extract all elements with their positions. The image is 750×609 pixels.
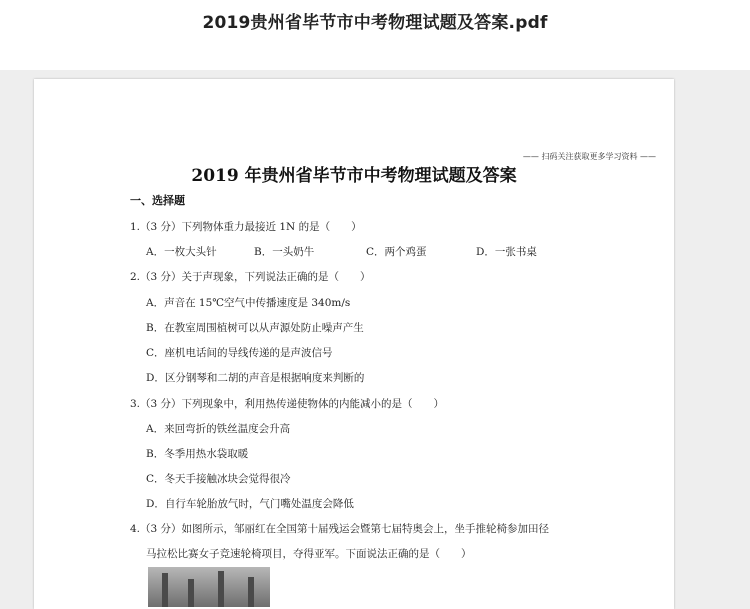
question-2-stem: 2.（3 分）关于声现象，下列说法正确的是（ ） [130, 271, 371, 283]
question-2-option-b: B．在教室周围植树可以从声源处防止噪声产生 [146, 322, 364, 334]
pdf-page[interactable] [34, 79, 674, 609]
question-3-option-d: D．自行车轮胎放气时，气门嘴处温度会降低 [146, 498, 354, 510]
question-2-option-c: C．座机电话间的导线传递的是声波信号 [146, 347, 333, 359]
question-2-option-d: D．区分钢琴和二胡的声音是根据响度来判断的 [146, 372, 365, 384]
section-heading: 一、选择题 [130, 194, 185, 207]
header-note: —— 扫码关注获取更多学习资料 —— [522, 152, 656, 161]
question-3-stem: 3.（3 分）下列现象中，利用热传递使物体的内能减小的是（ ） [130, 398, 445, 410]
figure-tree-shape [218, 571, 224, 607]
question-1-option-c: C．两个鸡蛋 [366, 246, 427, 258]
question-1-option-d: D．一张书桌 [476, 246, 537, 258]
question-1-option-a: A．一枚大头针 [146, 246, 217, 258]
question-4-figure [148, 567, 270, 607]
figure-tree-shape [248, 577, 254, 607]
question-1-stem: 1.（3 分）下列物体重力最接近 1N 的是（ ） [130, 221, 362, 233]
question-3-option-b: B．冬季用热水袋取暖 [146, 448, 249, 460]
viewer-titlebar [0, 0, 750, 70]
document-title: 2019 年贵州省毕节市中考物理试题及答案 [191, 166, 517, 186]
question-1-option-b: B．一头奶牛 [254, 246, 315, 258]
question-4-stem-line1: 4.（3 分）如图所示，邹丽红在全国第十届残运会暨第七届特奥会上，坐手推轮椅参加田径 [130, 523, 550, 535]
question-3-option-c: C．冬天手接触冰块会觉得很冷 [146, 473, 291, 485]
question-2-option-a: A．声音在 15℃空气中传播速度是 340m/s [146, 297, 351, 309]
figure-tree-shape [188, 579, 194, 607]
question-4-stem-line2: 马拉松比赛女子竞速轮椅项目，夺得亚军。下面说法正确的是（ ） [146, 548, 472, 560]
question-3-option-a: A．来回弯折的铁丝温度会升高 [146, 423, 291, 435]
file-title: 2019贵州省毕节市中考物理试题及答案.pdf [202, 13, 548, 33]
figure-tree-shape [162, 573, 168, 607]
